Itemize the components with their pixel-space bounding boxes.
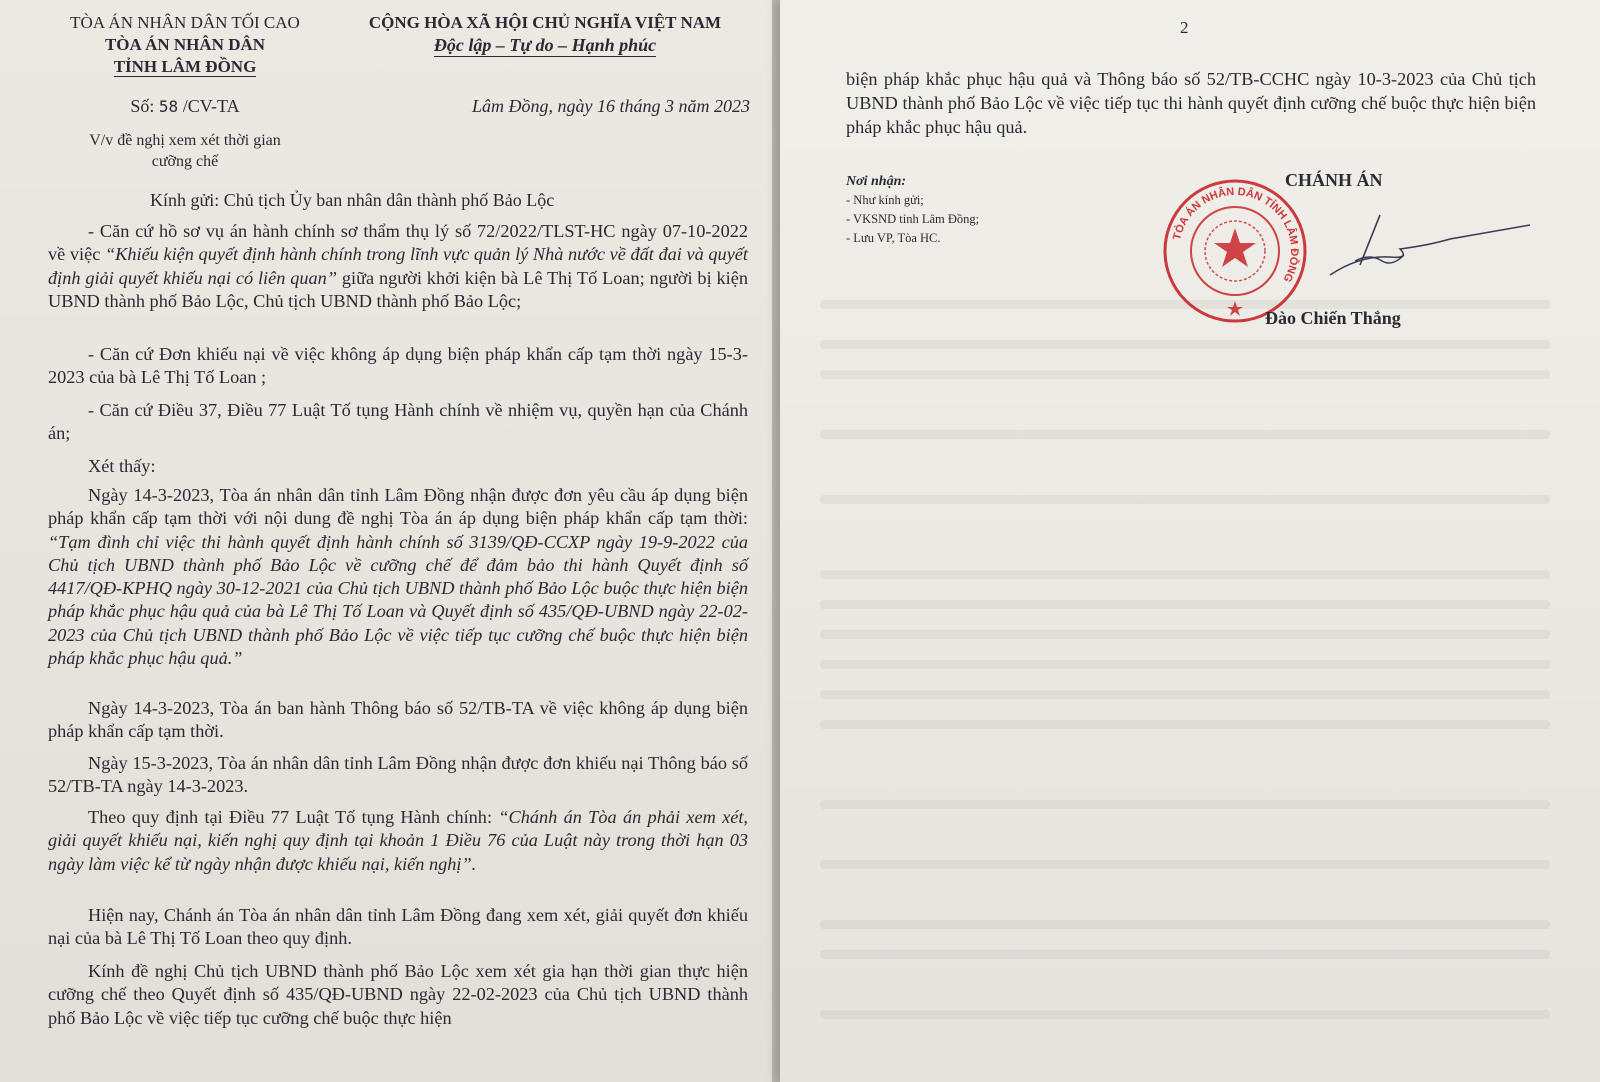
body-para-3: [48, 399, 748, 446]
bleed-through-line: [820, 430, 1550, 439]
continuation-paragraph: [846, 68, 1536, 139]
salutation: Kính gửi: Chủ tịch Ủy ban nhân dân thành phố Bảo Lộc: [150, 190, 555, 210]
document-number-suffix: /CV-TA: [182, 96, 240, 116]
bleed-through-line: [820, 1010, 1550, 1019]
bleed-through-line: [820, 495, 1550, 504]
subject-line-2: cưỡng chế: [151, 153, 219, 170]
document-page-1: [0, 0, 772, 1082]
recipients-block: [846, 172, 1106, 248]
issuing-authority: [40, 12, 330, 78]
court-seal-stamp: [1160, 176, 1310, 326]
bleed-through-line: [820, 860, 1550, 869]
para-1-quote: “Khiếu kiện quyết định hành chính trong lĩnh vực quản lý Nhà nước về đất đai và quyết định giải quyết khiếu nại có liên quan”: [48, 244, 748, 288]
xet-thay-text: Xét thấy:: [88, 456, 156, 476]
authority-line-1: TÒA ÁN NHÂN DÂN TỐI CAO: [70, 13, 300, 32]
bleed-through-line: [820, 340, 1550, 349]
handwritten-signature: [1300, 195, 1560, 285]
body-para-4: [48, 484, 748, 670]
national-motto: Độc lập – Tự do – Hạnh phúc: [433, 35, 657, 55]
body-para-9: [48, 960, 748, 1030]
document-number-value: 58: [158, 97, 179, 116]
body-para-2: [48, 343, 748, 390]
recipient-item: - Lưu VP, Tòa HC.: [846, 231, 941, 245]
para-7-text-a: Theo quy định tại Điều 77 Luật Tố tụng Hành chính:: [88, 807, 499, 827]
date-line: Lâm Đồng, ngày 16 tháng 3 năm 2023: [472, 96, 750, 116]
bleed-through-line: [820, 950, 1550, 959]
authority-line-3-text: TỈNH LÂM ĐỒNG: [113, 57, 257, 76]
document-number-label: Số:: [130, 96, 155, 116]
continuation-text: biện pháp khắc phục hậu quả và Thông báo số 52/TB-CCHC ngày 10-3-2023 của Chủ tịch UBND thành phố Bảo Lộc về việc tiếp tục thi hành quyết định cưỡng chế buộc thực hiện biện pháp khắc phục hậu quả.: [846, 69, 1536, 137]
national-title-line: CỘNG HÒA XÃ HỘI CHỦ NGHĨA VIỆT NAM: [368, 13, 722, 32]
recipients-title: Nơi nhận:: [846, 174, 907, 189]
para-4-text-a: Ngày 14-3-2023, Tòa án nhân dân tỉnh Lâm Đồng nhận được đơn yêu cầu áp dụng biện pháp khẩn cấp tạm thời với nội dung đề nghị Tòa án áp dụng biện pháp khẩn cấp tạm thời:: [48, 485, 748, 529]
para-4-quote: “Tạm đình chỉ việc thi hành quyết định hành chính số 3139/QĐ-CCXP ngày 19-9-2022 của Chủ tịch UBND thành phố Bảo Lộc về cưỡng chế để đảm bảo thi hành Quyết định số 4417/QĐ-KPHQ ngày 30-12-2021 của Chủ tịch UBND thành phố Bảo Lộc buộc thực hiện biện pháp khắc phục hậu quả của bà Lê Thị Tố Loan và Quyết định số 435/QĐ-UBND ngày 22-02-2023 của Chủ tịch UBND thành phố Bảo Lộc về việc tiếp tục cưỡng chế buộc thực hiện biện pháp khắc phục hậu quả.”: [48, 531, 748, 669]
signer-name: Đào Chiến Thắng: [1265, 308, 1401, 328]
para-9-text: Kính đề nghị Chủ tịch UBND thành phố Bảo Lộc xem xét gia hạn thời gian thực hiện cưỡng chế theo Quyết định số 435/QĐ-UBND ngày 22-02-2023 của Chủ tịch UBND thành phố Bảo Lộc về việc tiếp tục cưỡng chế buộc thực hiện: [48, 961, 748, 1028]
body-para-1: [48, 220, 748, 313]
para-2-text: - Căn cứ Đơn khiếu nại về việc không áp dụng biện pháp khẩn cấp tạm thời ngày 15-3-2023 của bà Lê Thị Tố Loan ;: [48, 344, 748, 388]
document-number: [40, 96, 330, 117]
subject-line: [40, 130, 330, 172]
authority-line-3: [40, 56, 330, 78]
bleed-through-line: [820, 660, 1550, 669]
subject-line-1: V/v đề nghị xem xét thời gian: [89, 132, 281, 149]
bleed-through-line: [820, 690, 1550, 699]
para-8-text: Hiện nay, Chánh án Tòa án nhân dân tỉnh Lâm Đồng đang xem xét, giải quyết đơn khiếu nại của bà Lê Thị Tố Loan theo quy định.: [48, 905, 748, 949]
bleed-through-line: [820, 720, 1550, 729]
page-number: 2: [1180, 18, 1189, 37]
para-1-text-b: giữa người khởi kiện bà Lê Thị Tố Loan; người bị kiện UBND thành phố Bảo Lộc, Chủ tịch UBND thành phố Bảo Lộc;: [48, 267, 748, 311]
body-para-5: [48, 697, 748, 744]
body-para-6: [48, 752, 748, 799]
seal-text: TÒA ÁN NHÂN DÂN TỈNH LÂM ĐỒNG: [1171, 185, 1301, 284]
bleed-through-line: [820, 920, 1550, 929]
document-page-2: [780, 0, 1600, 1082]
national-title: [340, 12, 750, 57]
bleed-through-line: [820, 570, 1550, 579]
para-7-quote: “Chánh án Tòa án phải xem xét, giải quyết khiếu nại, kiến nghị quy định tại khoản 1 Điều 76 của Luật này trong thời hạn 03 ngày làm việc kể từ ngày nhận được khiếu nại, kiến nghị”.: [48, 807, 748, 874]
authority-line-2: TÒA ÁN NHÂN DÂN: [104, 35, 266, 54]
recipient-item: - VKSND tỉnh Lâm Đồng;: [846, 212, 980, 226]
body-para-7: [48, 806, 748, 876]
para-6-text: Ngày 15-3-2023, Tòa án nhân dân tỉnh Lâm Đồng nhận được đơn khiếu nại Thông báo số 52/TB-TA ngày 14-3-2023.: [48, 753, 748, 797]
bleed-through-line: [820, 630, 1550, 639]
para-5-text: Ngày 14-3-2023, Tòa án ban hành Thông báo số 52/TB-TA về việc không áp dụng biện pháp khẩn cấp tạm thời.: [48, 698, 748, 742]
bleed-through-line: [820, 600, 1550, 609]
bleed-through-line: [820, 800, 1550, 809]
para-3-text: - Căn cứ Điều 37, Điều 77 Luật Tố tụng Hành chính về nhiệm vụ, quyền hạn của Chánh án;: [48, 400, 748, 444]
signer-title: CHÁNH ÁN: [1285, 170, 1383, 190]
bleed-through-line: [820, 370, 1550, 379]
body-heading-xet-thay: [48, 455, 748, 478]
para-1-text-a: - Căn cứ hồ sơ vụ án hành chính sơ thẩm thụ lý số 72/2022/TLST-HC ngày 07-10-2022 về việc: [48, 221, 748, 265]
body-para-8: [48, 904, 748, 951]
recipient-item: - Như kính gửi;: [846, 193, 924, 207]
